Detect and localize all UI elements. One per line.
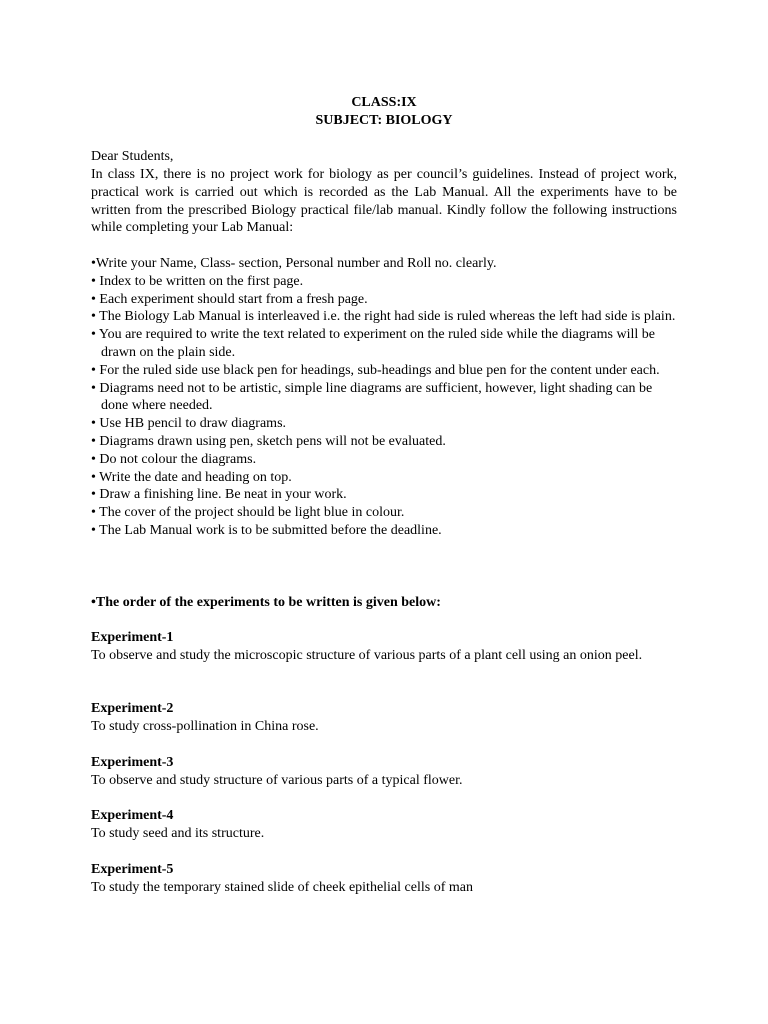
instruction-item: •Write your Name, Class- section, Personal number and Roll no. clearly. — [91, 256, 497, 271]
experiment-description: To study the temporary stained slide of cheek epithelial cells of man — [91, 879, 473, 895]
experiment-title: Experiment-3 — [91, 755, 174, 770]
class-heading: CLASS:IX — [351, 95, 417, 110]
experiment-3 — [91, 754, 677, 790]
instruction-item: • Write the date and heading on top. — [91, 469, 292, 485]
experiment-description: To observe and study the microscopic structure of various parts of a plant cell using an onion peel. — [91, 647, 643, 663]
experiment-title: Experiment-5 — [91, 862, 174, 877]
instruction-item: • The Lab Manual work is to be submitted before the deadline. — [91, 522, 442, 538]
instruction-item: • You are required to write the text related to experiment on the ruled side while the diagrams will be drawn on the plain side. — [91, 327, 655, 360]
experiment-description: To observe and study structure of various parts of a typical flower. — [91, 772, 463, 788]
experiment-1 — [91, 629, 677, 665]
order-heading: •The order of the experiments to be written is given below: — [91, 595, 441, 610]
experiment-2 — [91, 700, 677, 736]
subject-heading: SUBJECT: BIOLOGY — [315, 113, 453, 128]
instruction-item: • Diagrams need not to be artistic, simple line diagrams are sufficient, however, light shading can be done where needed. — [91, 380, 653, 414]
experiment-4 — [91, 807, 677, 843]
instruction-item: • Do not colour the diagrams. — [91, 451, 257, 467]
instruction-item: • Each experiment should start from a fresh page. — [91, 291, 368, 307]
experiment-description: To study seed and its structure. — [91, 825, 265, 841]
experiment-5 — [91, 861, 677, 897]
instruction-item: • The cover of the project should be light blue in colour. — [91, 505, 405, 521]
instruction-item: • For the ruled side use black pen for headings, sub-headings and blue pen for the content under each. — [91, 362, 660, 378]
experiment-title: Experiment-2 — [91, 701, 174, 716]
instruction-item: • Diagrams drawn using pen, sketch pens will not be evaluated. — [91, 433, 446, 449]
experiment-title: Experiment-4 — [91, 808, 174, 823]
greeting: Dear Students, — [91, 149, 174, 164]
instruction-item: • Index to be written on the first page. — [91, 273, 304, 289]
experiment-description: To study cross-pollination in China rose. — [91, 718, 319, 734]
experiment-title: Experiment-1 — [91, 630, 174, 645]
instruction-item: • Use HB pencil to draw diagrams. — [91, 416, 287, 432]
instruction-item: • The Biology Lab Manual is interleaved i.e. the right had side is ruled whereas the left had side is plain. — [91, 309, 676, 325]
instruction-list — [91, 255, 677, 540]
instruction-item: • Draw a finishing line. Be neat in your work. — [91, 487, 347, 503]
intro-paragraph: In class IX, there is no project work for biology as per council’s guidelines. Instead of project work, practical work is carried out which is recorded as the Lab Manual. All the experiments have to be written from the prescribed Biology practical file/lab manual. Kindly follow the following instructions while completing your Lab Manual: — [91, 167, 677, 236]
